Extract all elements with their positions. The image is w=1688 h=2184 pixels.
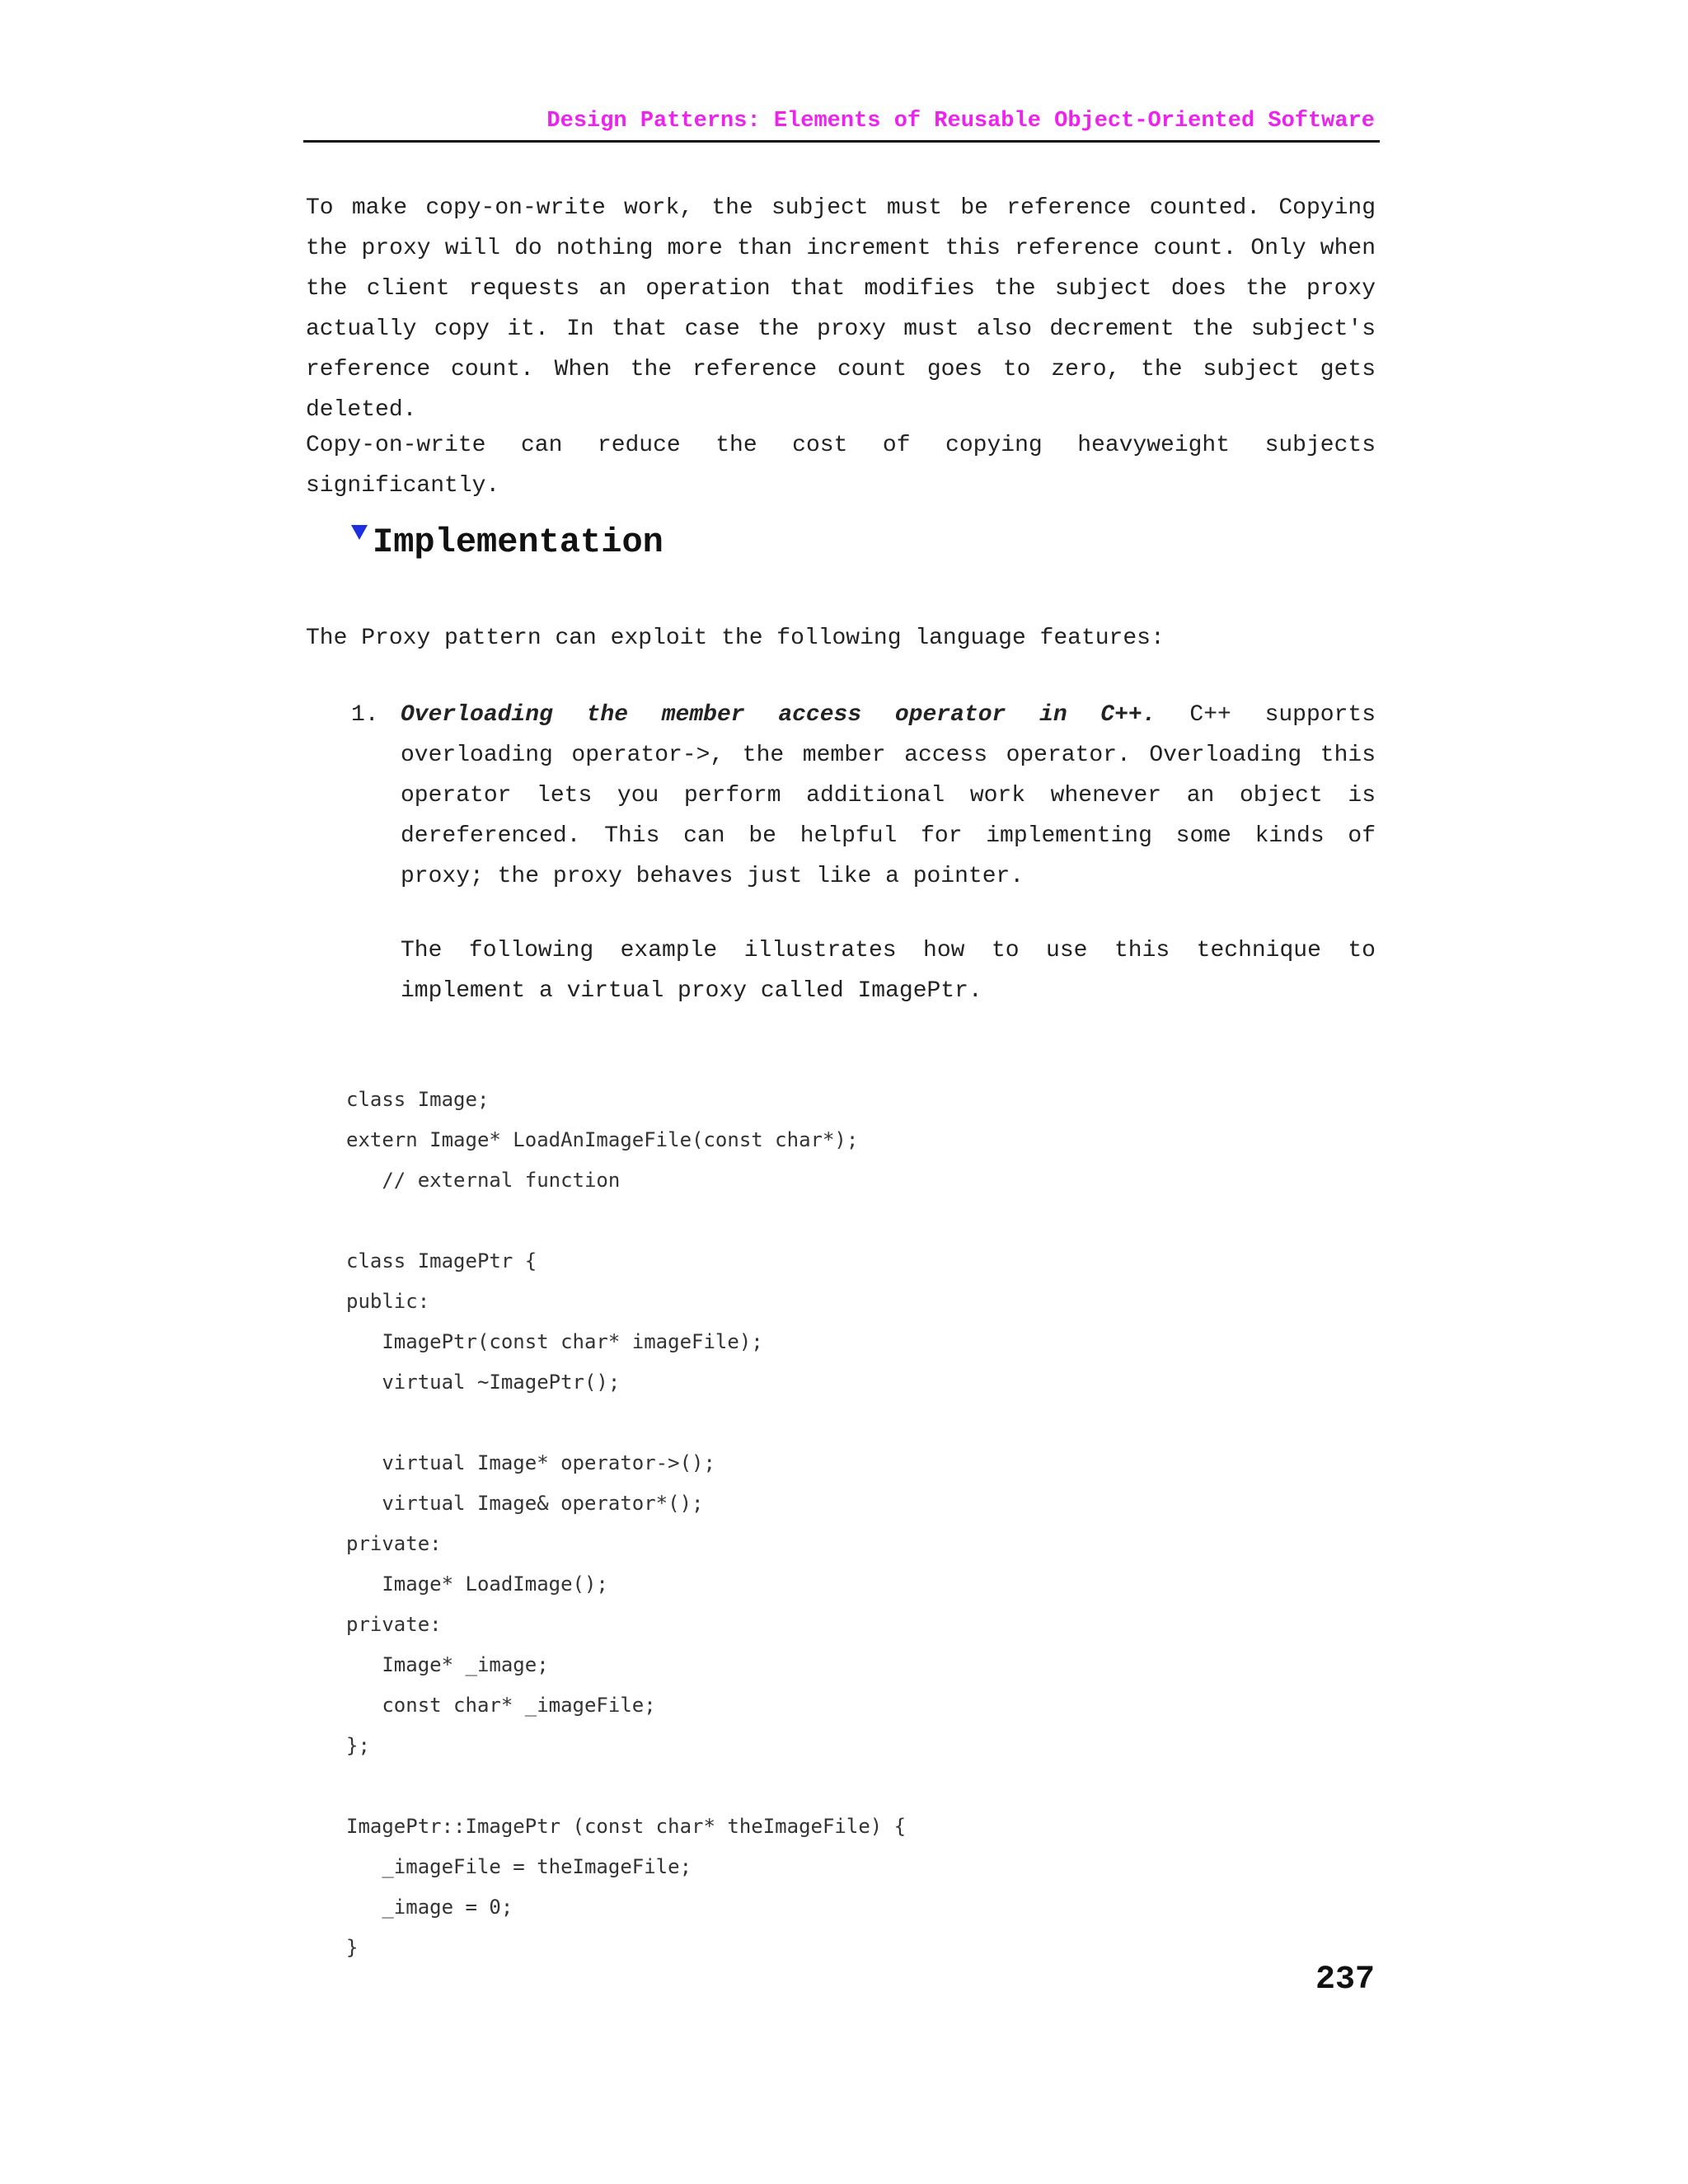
code-line: virtual Image& operator*(); — [346, 1492, 704, 1515]
code-line: class ImagePtr { — [346, 1249, 537, 1272]
code-line: // external function — [346, 1169, 621, 1192]
code-line: ImagePtr::ImagePtr (const char* theImageFile) { — [346, 1815, 907, 1838]
section-title: Implementation — [373, 523, 663, 562]
list-number: 1. — [351, 702, 379, 728]
code-line: _imageFile = theImageFile; — [346, 1855, 692, 1878]
code-line: private: — [346, 1532, 442, 1555]
code-line: ImagePtr(const char* imageFile); — [346, 1330, 763, 1353]
document-page — [303, 0, 1380, 2184]
header-rule — [303, 140, 1380, 143]
code-line: } — [346, 1936, 359, 1959]
triangle-down-icon[interactable] — [351, 525, 368, 540]
code-line: virtual Image* operator->(); — [346, 1451, 715, 1474]
code-line: Image* _image; — [346, 1653, 549, 1676]
code-line: _image = 0; — [346, 1896, 513, 1919]
code-line: virtual ~ImagePtr(); — [346, 1371, 621, 1394]
code-line: const char* _imageFile; — [346, 1694, 656, 1717]
paragraph-language-features: The Proxy pattern can exploit the following language features: — [306, 626, 1165, 651]
list-item-subparagraph: The following example illustrates how to use this technique to implement a virtual proxy called ImagePtr. — [401, 938, 1376, 1004]
code-line: class Image; — [346, 1088, 490, 1111]
list-item-body — [401, 695, 1376, 897]
code-line: Image* LoadImage(); — [346, 1572, 608, 1596]
page-number: 237 — [1315, 1961, 1375, 1999]
paragraph-copy-on-write: To make copy-on-write work, the subject must be reference counted. Copying the proxy will do nothing more than increment this reference count. Only when the client requests an operation that modifies the subject does the proxy actually copy it. In that case the proxy must also decrement the subject's reference count. When the reference count goes to zero, the subject gets deleted. — [306, 195, 1376, 423]
code-line: private: — [346, 1613, 442, 1636]
paragraph-copy-on-write-cost: Copy-on-write can reduce the cost of copying heavyweight subjects significantly. — [306, 433, 1376, 499]
code-line: public: — [346, 1290, 430, 1313]
code-line: extern Image* LoadAnImageFile(const char*); — [346, 1128, 859, 1151]
list-item-text: C++ supports overloading operator->, the member access operator. Overloading this operator lets you perform additional work whenever an object is dereferenced. This can be helpful for implementing some kinds of proxy; the proxy behaves just like a pointer. — [401, 702, 1376, 889]
list-item-term: Overloading the member access operator in C++. — [401, 702, 1156, 728]
code-line: }; — [346, 1734, 370, 1757]
section-heading-implementation — [351, 518, 663, 567]
running-header: Design Patterns: Elements of Reusable Object-Oriented Software — [546, 109, 1375, 134]
